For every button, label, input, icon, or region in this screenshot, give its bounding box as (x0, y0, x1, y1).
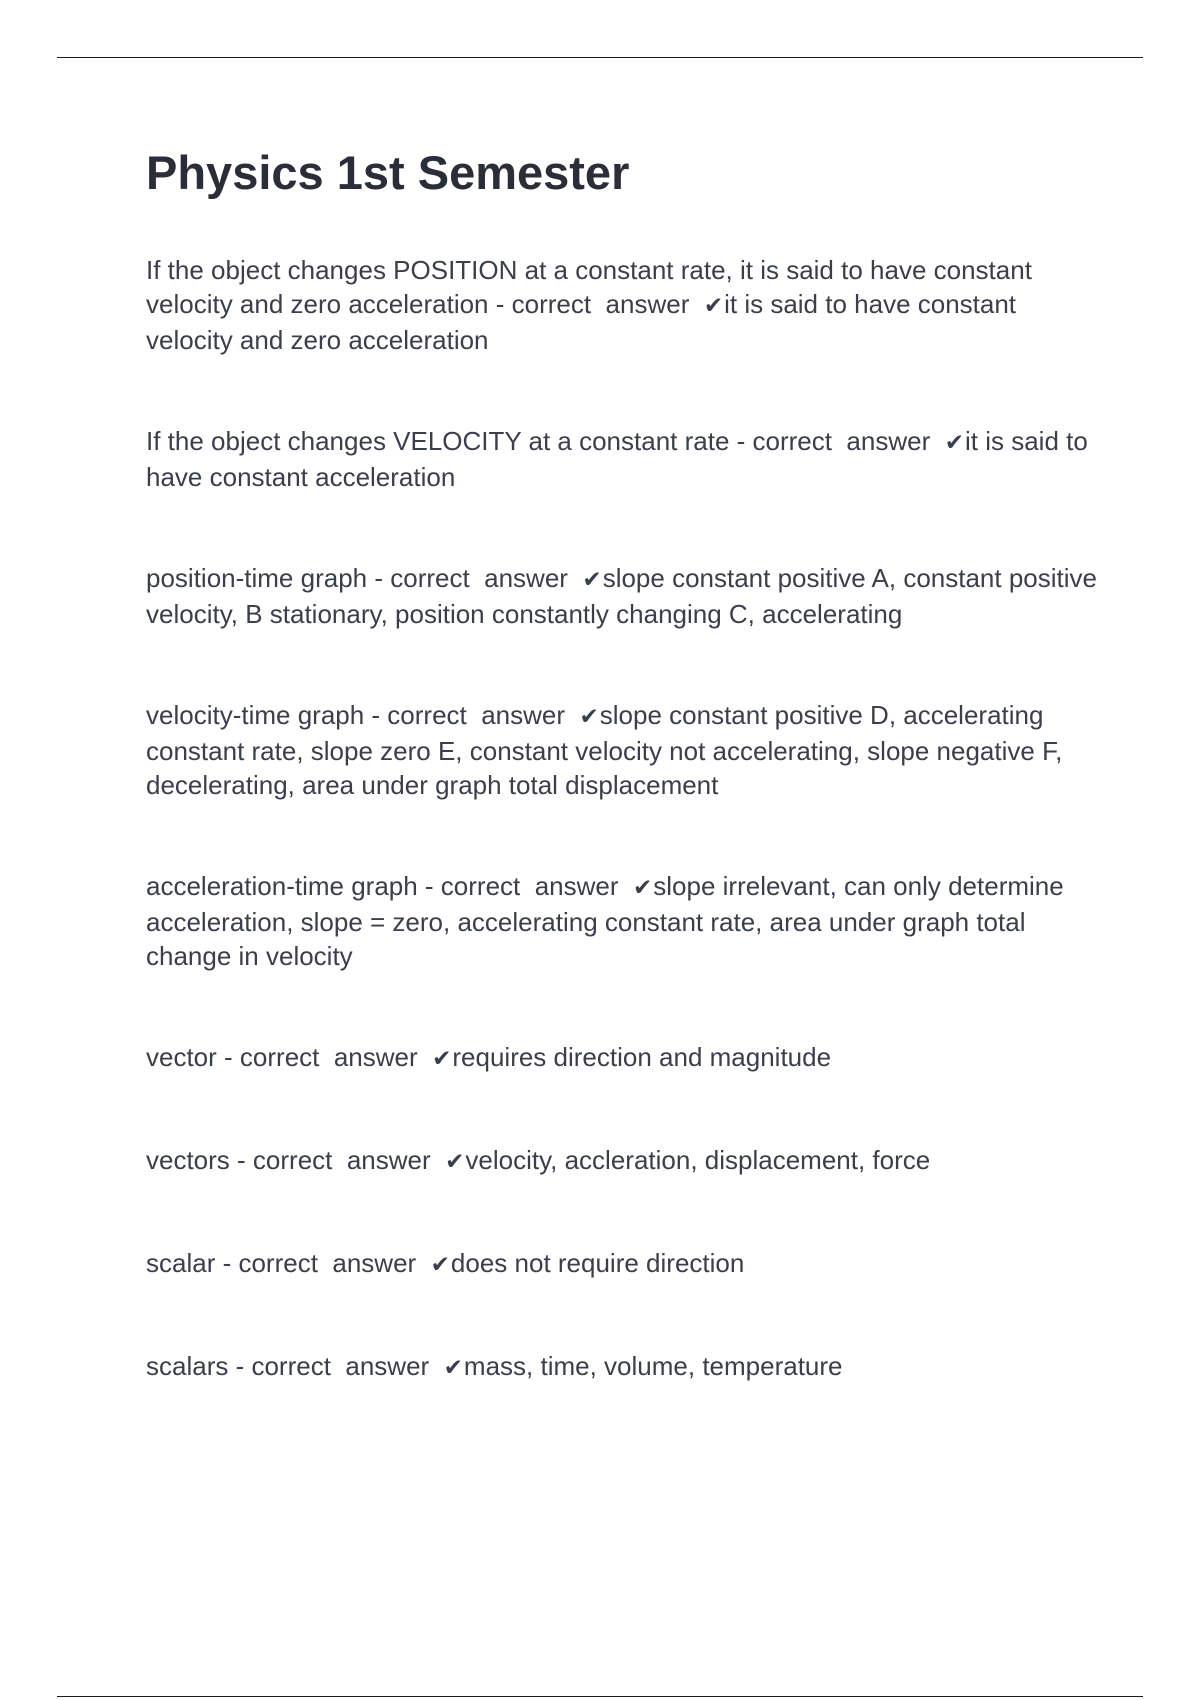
document-body (146, 138, 1101, 1452)
qa-term: position-time graph (146, 563, 368, 593)
qa-separator: - correct answer (417, 871, 633, 901)
qa-item (146, 869, 1101, 973)
qa-separator: - correct answer (364, 700, 580, 730)
qa-answer: it is said to have constant acceleration (146, 426, 1088, 492)
checkmark-icon: ✔ (944, 430, 964, 456)
qa-term: scalar (146, 1248, 216, 1278)
qa-answer: mass, time, volume, temperature (463, 1351, 843, 1381)
checkmark-icon: ✔ (632, 875, 653, 901)
qa-separator: - correct answer (228, 1351, 444, 1381)
qa-item (146, 1040, 1101, 1076)
qa-answer: slope constant positive A, constant positive velocity, B stationary, position constantly changing C, accelerating (146, 563, 1097, 629)
qa-separator: - correct answer (216, 1042, 433, 1072)
qa-answer: requires direction and magnitude (452, 1042, 832, 1072)
qa-separator: - correct answer (229, 1145, 446, 1175)
page-title: Physics 1st Semester (146, 146, 630, 199)
checkmark-icon: ✔ (582, 567, 602, 593)
qa-separator: - correct answer (367, 563, 583, 593)
qa-term: If the object changes POSITION at a constant rate, it is said to have constant velocity and zero acceleration (146, 255, 1032, 319)
qa-item (146, 253, 1101, 357)
checkmark-icon: ✔ (703, 293, 724, 319)
qa-answer: does not require direction (450, 1248, 745, 1278)
qa-term: scalars (146, 1351, 229, 1381)
qa-item (146, 1349, 1101, 1385)
bottom-rule (57, 1696, 1143, 1697)
qa-term: velocity-time graph (146, 700, 365, 730)
qa-item (146, 698, 1101, 802)
checkmark-icon: ✔ (430, 1252, 450, 1278)
qa-item (146, 1143, 1101, 1179)
qa-separator: - correct answer (488, 289, 704, 319)
qa-answer: slope constant positive D, accelerating constant rate, slope zero E, constant velocity not accelerating, slope negative F, decelerating, area under graph total displacement (146, 700, 1063, 800)
top-rule (57, 57, 1143, 58)
qa-list (146, 253, 1101, 1385)
qa-item (146, 424, 1101, 494)
checkmark-icon: ✔ (445, 1149, 465, 1175)
qa-term: If the object changes VELOCITY at a constant rate (146, 426, 730, 456)
qa-term: vector (146, 1042, 217, 1072)
checkmark-icon: ✔ (443, 1355, 463, 1381)
checkmark-icon: ✔ (432, 1046, 452, 1072)
checkmark-icon: ✔ (579, 704, 599, 730)
qa-answer: velocity, accleration, displacement, force (465, 1145, 931, 1175)
qa-separator: - correct answer (729, 426, 945, 456)
qa-answer: it is said to have constant velocity and zero acceleration (146, 289, 1017, 355)
qa-answer: slope irrelevant, can only determine acceleration, slope = zero, accelerating constant rate, area under graph total change in velocity (146, 871, 1064, 971)
qa-item (146, 1246, 1101, 1282)
qa-item (146, 561, 1101, 631)
qa-separator: - correct answer (215, 1248, 431, 1278)
qa-term: vectors (146, 1145, 230, 1175)
qa-term: acceleration-time graph (146, 871, 418, 901)
